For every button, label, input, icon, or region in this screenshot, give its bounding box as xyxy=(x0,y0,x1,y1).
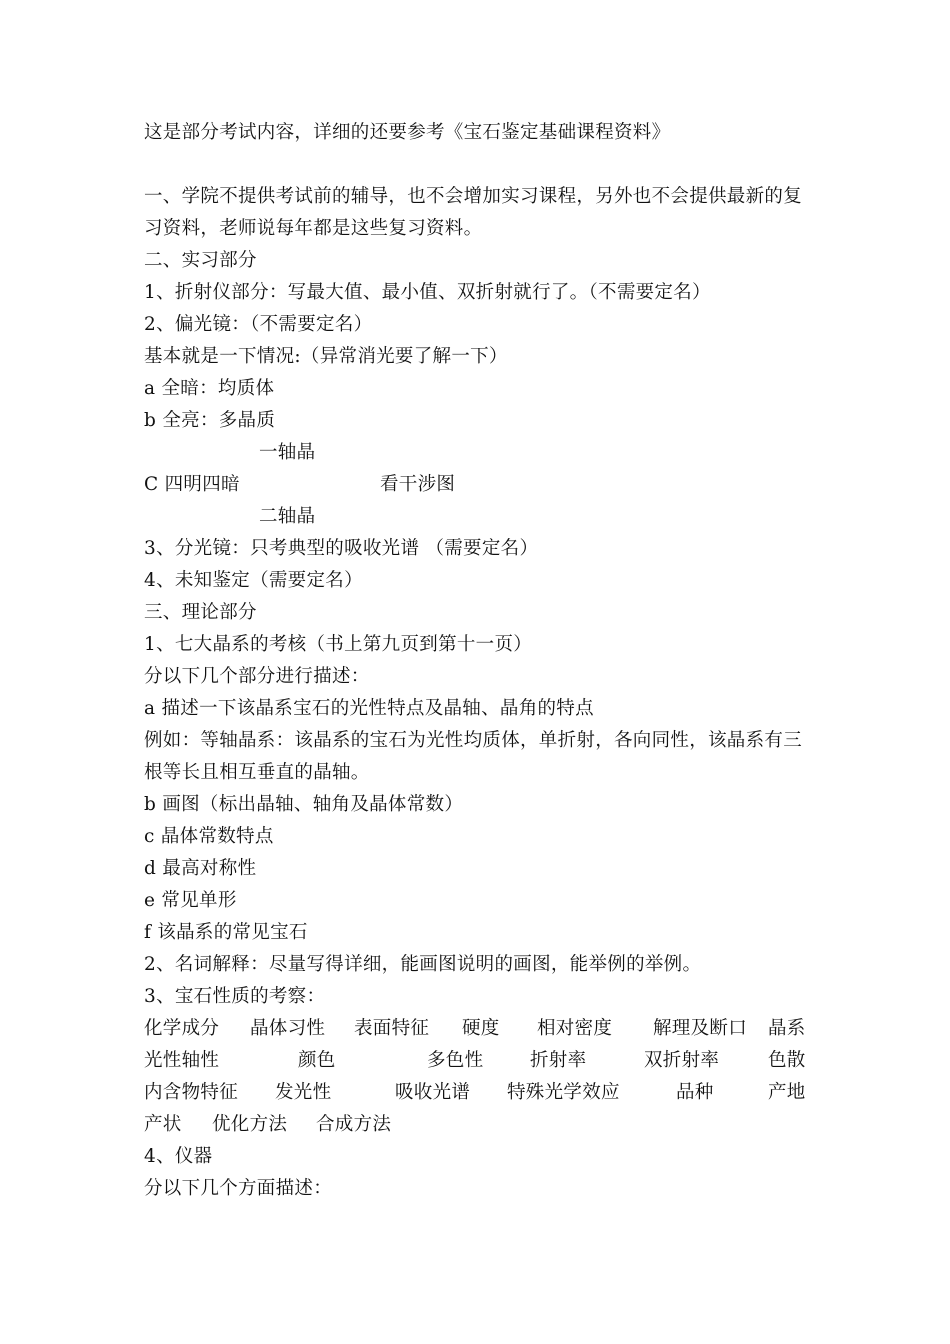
section3-c: c 晶体常数特点 xyxy=(144,826,274,847)
section2-item2: 2、偏光镜：（不需要定名） xyxy=(144,314,373,335)
section3-example2: 根等长且相互垂直的晶轴。 xyxy=(144,762,370,783)
prop-term: 双折射率 xyxy=(644,1050,720,1071)
section3-d: d 最高对称性 xyxy=(144,858,257,879)
prop-term: 产状 xyxy=(144,1114,182,1135)
section3-e: e 常见单形 xyxy=(144,890,237,911)
section1-line2: 习资料，老师说每年都是这些复习资料。 xyxy=(144,218,483,239)
section2-a: a 全暗：均质体 xyxy=(144,378,275,399)
prop-term: 发光性 xyxy=(275,1082,332,1103)
prop-term: 解理及断口 xyxy=(653,1018,748,1039)
section2-b: b 全亮：多晶质 xyxy=(144,410,276,431)
section3-f: f 该晶系的常见宝石 xyxy=(144,922,308,943)
section2-uniaxial: 一轴晶 xyxy=(259,442,316,463)
section3-heading: 三、理论部分 xyxy=(144,602,257,623)
prop-term: 产地 xyxy=(768,1082,806,1103)
section2-biaxial: 二轴晶 xyxy=(259,506,316,527)
prop-term: 色散 xyxy=(768,1050,806,1071)
section1-line1: 一、学院不提供考试前的辅导，也不会增加实习课程，另外也不会提供最新的复 xyxy=(144,186,803,207)
section2-c: C 四明四暗 xyxy=(144,474,240,495)
prop-term: 优化方法 xyxy=(212,1114,288,1135)
section3-item3: 3、宝石性质的考察： xyxy=(144,986,326,1007)
prop-term: 合成方法 xyxy=(316,1114,392,1135)
section2-item3: 3、分光镜：只考典型的吸收光谱 （需要定名） xyxy=(144,538,539,559)
prop-term: 内含物特征 xyxy=(144,1082,239,1103)
section2-interference: 看干涉图 xyxy=(380,474,456,495)
prop-term: 晶体习性 xyxy=(250,1018,326,1039)
prop-term: 光性轴性 xyxy=(144,1050,220,1071)
section3-aspects: 分以下几个方面描述： xyxy=(144,1178,333,1199)
prop-term: 吸收光谱 xyxy=(395,1082,471,1103)
section3-item1: 1、七大晶系的考核（书上第九页到第十一页） xyxy=(144,634,533,655)
prop-term: 品种 xyxy=(676,1082,714,1103)
section2-item1: 1、折射仪部分：写最大值、最小值、双折射就行了。（不需要定名） xyxy=(144,282,711,303)
section3-a: a 描述一下该晶系宝石的光性特点及晶轴、晶角的特点 xyxy=(144,698,594,719)
prop-term: 硬度 xyxy=(462,1018,500,1039)
section3-item4: 4、仪器 xyxy=(144,1146,213,1167)
document-page xyxy=(144,0,814,1344)
section2-item4: 4、未知鉴定（需要定名） xyxy=(144,570,363,591)
prop-term: 特殊光学效应 xyxy=(507,1082,620,1103)
prop-term: 相对密度 xyxy=(537,1018,613,1039)
section3-example1: 例如：等轴晶系：该晶系的宝石为光性均质体，单折射，各向同性，该晶系有三 xyxy=(144,730,803,751)
intro-line: 这是部分考试内容，详细的还要参考《宝石鉴定基础课程资料》 xyxy=(144,122,671,143)
prop-term: 多色性 xyxy=(427,1050,484,1071)
prop-term: 晶系 xyxy=(768,1018,806,1039)
prop-term: 化学成分 xyxy=(144,1018,220,1039)
prop-term: 表面特征 xyxy=(354,1018,430,1039)
section3-item2: 2、名词解释：尽量写得详细，能画图说明的画图，能举例的举例。 xyxy=(144,954,702,975)
prop-term: 折射率 xyxy=(530,1050,587,1071)
section2-basic: 基本就是一下情况:（异常消光要了解一下） xyxy=(144,346,508,367)
section3-b: b 画图（标出晶轴、轴角及晶体常数） xyxy=(144,794,464,815)
section2-heading: 二、实习部分 xyxy=(144,250,257,271)
section3-desc: 分以下几个部分进行描述： xyxy=(144,666,370,687)
prop-term: 颜色 xyxy=(298,1050,336,1071)
